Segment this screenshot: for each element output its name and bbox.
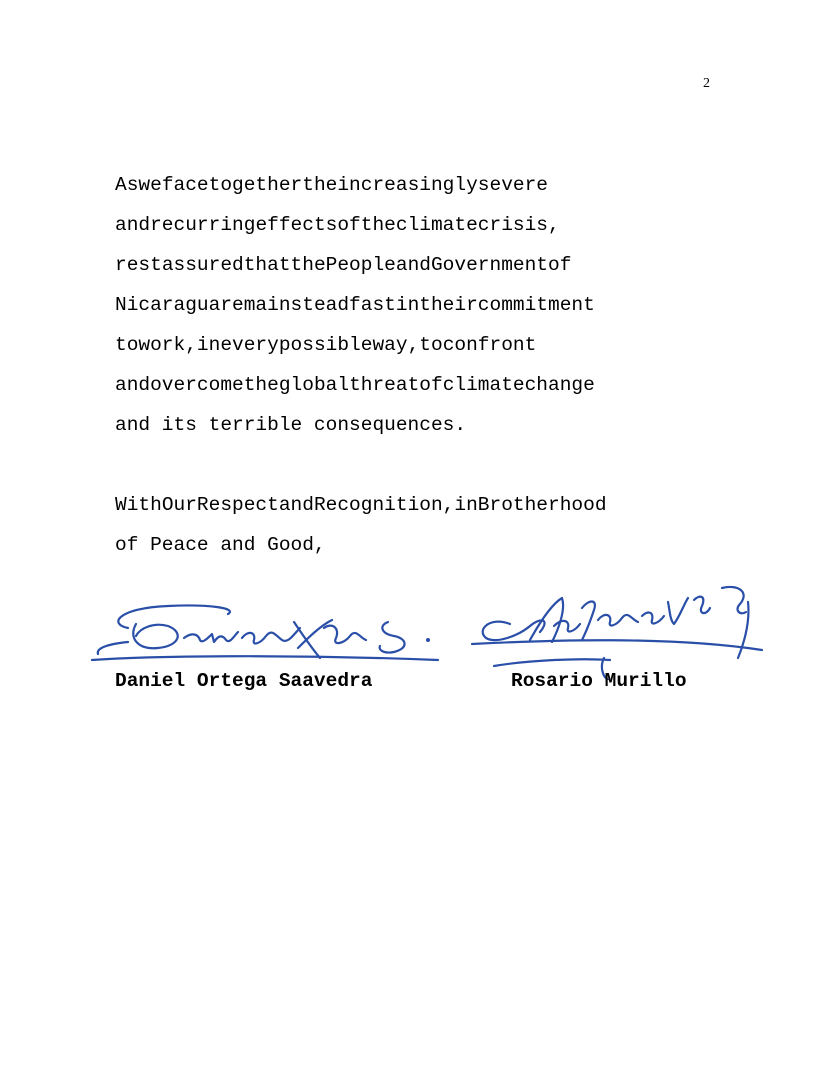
word: Brotherhood	[477, 494, 607, 516]
word: Our	[161, 494, 197, 516]
word: the	[243, 374, 279, 396]
word: increasingly	[337, 174, 478, 196]
word: assured	[161, 254, 244, 276]
word: their	[419, 294, 478, 316]
text-line	[115, 485, 712, 525]
word: and	[115, 214, 151, 236]
word: Respect	[196, 494, 279, 516]
word: every	[220, 334, 279, 356]
word: the	[290, 254, 326, 276]
word: severe	[477, 174, 549, 196]
word: global	[278, 374, 350, 396]
word: overcome	[150, 374, 244, 396]
word: and	[395, 254, 431, 276]
word: possible	[278, 334, 373, 356]
letter-paragraph-1	[115, 165, 712, 445]
word: in	[395, 294, 420, 316]
word: threat	[349, 374, 420, 396]
word: way,	[372, 334, 420, 356]
signer-name-rosario-murillo: Rosario Murillo	[511, 670, 687, 692]
text-line	[115, 245, 712, 285]
word: and	[278, 494, 314, 516]
word: together	[208, 174, 303, 196]
text-line	[115, 205, 712, 245]
word: recurring	[150, 214, 256, 236]
text-line: and its terrible consequences.	[115, 414, 467, 436]
word: Nicaragua	[115, 294, 221, 316]
letter-paragraph-2	[115, 485, 712, 565]
word: of	[337, 214, 361, 236]
word: steadfast	[290, 294, 396, 316]
word: in	[196, 334, 221, 356]
word: effects	[255, 214, 338, 236]
word: and	[115, 374, 151, 396]
word: climate	[442, 374, 525, 396]
word: Recognition,	[313, 494, 455, 516]
word: of	[419, 374, 443, 396]
word: crisis,	[477, 214, 560, 236]
word: to	[115, 334, 139, 356]
text-line	[115, 285, 712, 325]
word: that	[243, 254, 291, 276]
signer-name-daniel-ortega: Daniel Ortega Saavedra	[115, 670, 373, 692]
page-number: 2	[703, 76, 710, 91]
word: of	[548, 254, 572, 276]
word: With	[115, 494, 162, 516]
word: remain	[220, 294, 291, 316]
word: commitment	[477, 294, 595, 316]
word: confront	[442, 334, 537, 356]
word: in	[454, 494, 478, 516]
text-line: of Peace and Good,	[115, 534, 326, 556]
word: change	[524, 374, 595, 396]
word: face	[161, 174, 209, 196]
word: People	[325, 254, 396, 276]
word: As	[115, 174, 139, 196]
word: climate	[395, 214, 478, 236]
text-line	[115, 325, 712, 365]
text-line	[115, 165, 712, 205]
signature-daniel-ortega	[88, 598, 448, 670]
word: to	[419, 334, 443, 356]
word: Government	[430, 254, 549, 276]
signature-rosario-murillo	[470, 580, 770, 680]
word: the	[360, 214, 396, 236]
word: the	[302, 174, 338, 196]
word: we	[138, 174, 162, 196]
text-line	[115, 365, 712, 405]
word: work,	[138, 334, 197, 356]
word: rest	[115, 254, 162, 276]
